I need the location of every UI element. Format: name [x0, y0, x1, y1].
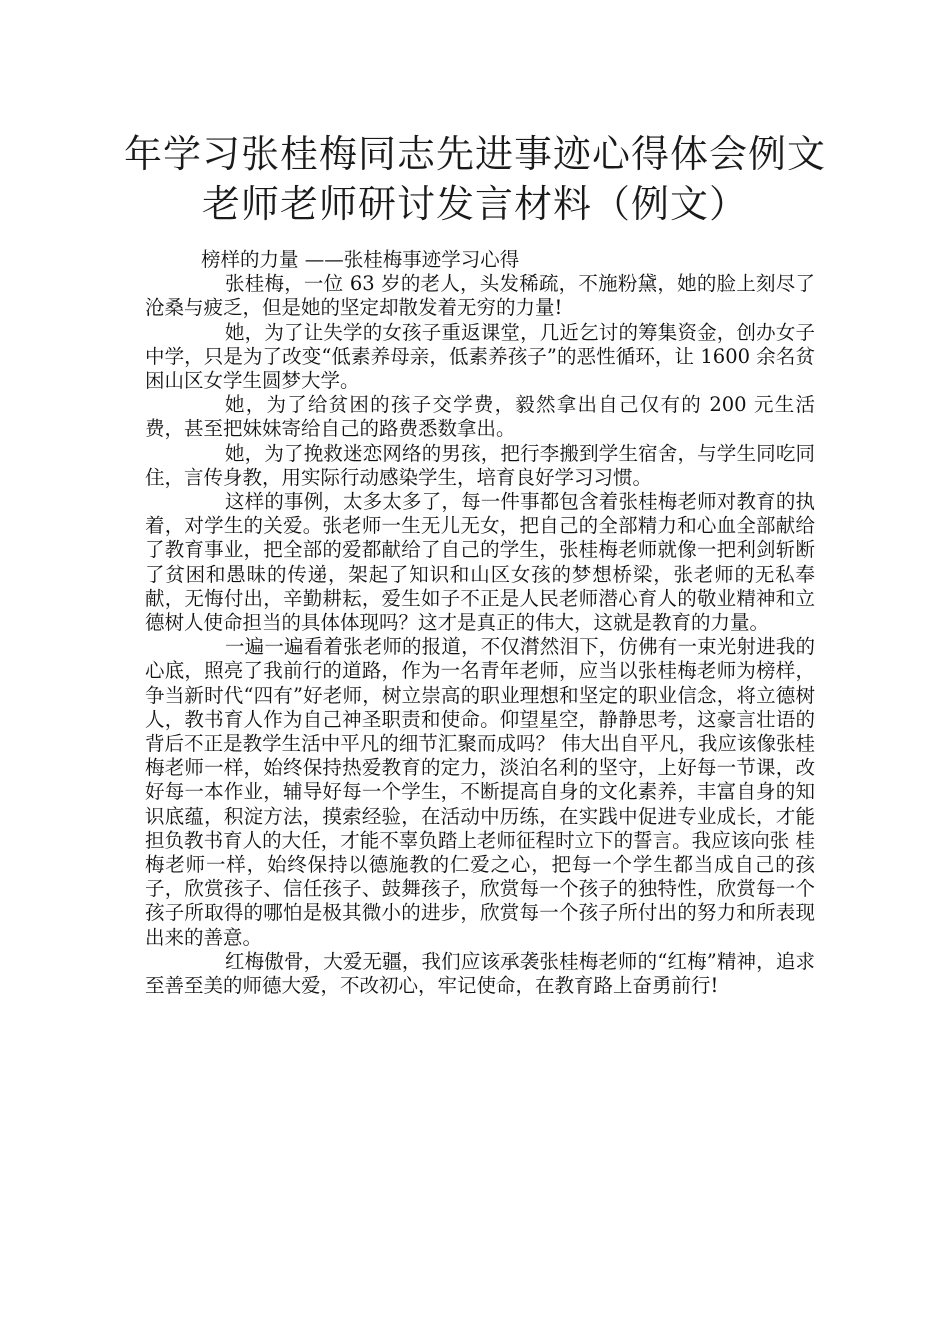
document-body [145, 248, 815, 998]
document-title-line-1: 年学习张桂梅同志先进事迹心得体会例文 [123, 132, 826, 176]
paragraph-5: 这样的事例，太多太多了，每一件事都包含着张桂梅老师对教育的执着，对学生的关爱。张老师一生无儿无女，把自己的全部精力和心血全部献给了教育事业，把全部的爱都献给了自己的学生，张桂梅老师就像一把利剑斩断了贫困和愚昧的传递，架起了知识和山区女孩的梦想桥梁，张老师的无私奉献，无悔付出，辛勤耕耘，爱生如子不正是人民老师潜心育人的敬业精神和立德树人使命担当的具体体现吗？这才是真正的伟大，这就是教育的力量。 [145, 490, 815, 635]
paragraph-2: 她，为了让失学的女孩子重返课堂，几近乞讨的筹集资金，创办女子中学，只是为了改变“低素养母亲，低素养孩子”的恶性循环，让 1600 余名贫困山区女学生圆梦大学。 [145, 320, 815, 393]
paragraph-3: 她，为了给贫困的孩子交学费，毅然拿出自己仅有的 200 元生活费，甚至把妹妹寄给自己的路费悉数拿出。 [145, 393, 815, 441]
paragraph-4: 她，为了挽救迷恋网络的男孩，把行李搬到学生宿舍，与学生同吃同住，言传身教，用实际行动感染学生，培育良好学习习惯。 [145, 441, 815, 489]
paragraph-1: 张桂梅，一位 63 岁的老人，头发稀疏，不施粉黛，她的脸上刻尽了沧桑与疲乏，但是她的坚定却散发着无穷的力量! [145, 272, 815, 320]
paragraph-7: 红梅傲骨，大爱无疆，我们应该承袭张桂梅老师的“红梅”精神，追求至善至美的师德大爱，不改初心，牢记使命，在教育路上奋勇前行! [145, 949, 815, 998]
document-title-line-2: 老师老师研讨发言材料（例文） [201, 182, 748, 226]
document-subtitle: 榜样的力量 ——张桂梅事迹学习心得 [201, 248, 520, 271]
paragraph-6: 一遍一遍看着张老师的报道，不仅潸然泪下，仿佛有一束光射进我的心底，照亮了我前行的道路，作为一名青年老师，应当以张桂梅老师为榜样，争当新时代“四有”好老师，树立崇高的职业理想和坚定的职业信念，将立德树人，教书育人作为自己神圣职责和使命。仰望星空，静静思考，这豪言壮语的背后不正是教学生活中平凡的细节汇聚而成吗？ 伟大出自平凡，我应该像张桂梅老师一样，始终保持热爱教育的定力，淡泊名利的坚守，上好每一节课，改好每一本作业，辅导好每一个学生，不断提高自身的文化素养，丰富自身的知识底蕴，积淀方法，摸索经验，在活动中历练，在实践中促进专业成长，才能担负教书育人的大任，才能不辜负踏上老师征程时立下的誓言。我应该向张 桂梅老师一样，始终保持以德施教的仁爱之心，把每一个学生都当成自己的孩子，欣赏孩子、信任孩子、鼓舞孩子，欣赏每一个孩子的独特性，欣赏每一个孩子所取得的哪怕是极其微小的进步，欣赏每一个孩子所付出的努力和所表现出来的善意。 [145, 635, 815, 949]
